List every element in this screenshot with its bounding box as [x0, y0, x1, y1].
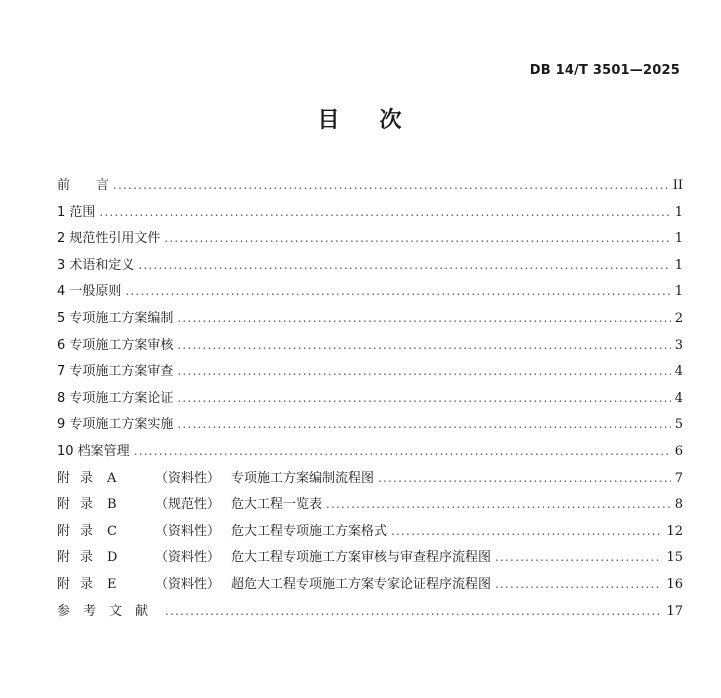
toc-entry-page: 8	[674, 497, 683, 513]
toc-entry-label: 6 专项施工方案审核	[57, 337, 174, 353]
dot-leader	[495, 577, 662, 591]
toc-entry-appendix-e[interactable]	[57, 573, 683, 600]
toc-entry-plan-demonstration[interactable]	[57, 387, 683, 414]
toc-entry-scope[interactable]	[57, 201, 683, 228]
appendix-letter: C	[107, 523, 117, 539]
toc-entry-label: 1 范围	[57, 204, 96, 220]
dot-leader	[177, 338, 670, 352]
toc-entry-page: 1	[674, 257, 683, 273]
toc-entry-page: 15	[666, 550, 683, 566]
dot-leader	[391, 524, 662, 538]
dot-leader	[177, 311, 670, 325]
toc-entry-plan-preparation[interactable]	[57, 307, 683, 334]
dot-leader	[378, 471, 671, 485]
toc-entry-label: 前 言	[57, 178, 110, 193]
dot-leader	[177, 391, 670, 405]
dot-leader	[164, 231, 670, 245]
toc-entry-general-principles[interactable]	[57, 280, 683, 307]
toc-entry-appendix-a[interactable]	[57, 467, 683, 494]
dot-leader	[113, 178, 669, 192]
appendix-title: 超危大工程专项施工方案专家论证程序流程图	[231, 576, 492, 592]
toc-entry-page: 5	[674, 417, 683, 433]
toc-entry-label	[57, 573, 491, 592]
toc-entry-label: 参考文献	[57, 603, 162, 619]
appendix-kind: （资料性）	[155, 470, 221, 486]
appendix-title: 专项施工方案编制流程图	[231, 470, 375, 486]
page-title	[0, 103, 721, 134]
toc-entry-page: 12	[666, 523, 683, 539]
toc-entry-label	[57, 546, 491, 565]
toc-entry-page: 4	[674, 390, 683, 406]
appendix-prefix: 附录	[57, 470, 104, 486]
appendix-kind: （资料性）	[155, 523, 221, 539]
appendix-kind: （规范性）	[155, 497, 221, 513]
dot-leader	[134, 444, 671, 458]
dot-leader	[99, 205, 670, 219]
title-char-1: 目	[317, 108, 342, 133]
appendix-prefix: 附录	[57, 550, 104, 566]
document-code: DB 14/T 3501—2025	[529, 63, 680, 78]
appendix-prefix: 附录	[57, 497, 104, 513]
toc-entry-label: 2 规范性引用文件	[57, 231, 161, 247]
table-of-contents	[57, 174, 683, 626]
toc-entry-plan-audit[interactable]	[57, 334, 683, 361]
toc-entry-appendix-c[interactable]	[57, 520, 683, 547]
appendix-kind: （资料性）	[155, 550, 221, 566]
toc-entry-label	[57, 520, 387, 539]
toc-entry-references[interactable]	[57, 600, 683, 627]
appendix-letter: A	[107, 470, 117, 486]
appendix-prefix: 附录	[57, 523, 104, 539]
dot-leader	[177, 417, 670, 431]
dot-leader	[326, 497, 671, 511]
toc-entry-page: 6	[674, 443, 683, 459]
toc-entry-label: 5 专项施工方案编制	[57, 310, 174, 326]
toc-entry-appendix-d[interactable]	[57, 546, 683, 573]
dot-leader	[125, 284, 670, 298]
dot-leader	[138, 258, 670, 272]
appendix-letter: D	[107, 550, 118, 566]
toc-entry-plan-implementation[interactable]	[57, 413, 683, 440]
toc-entry-normative-references[interactable]	[57, 227, 683, 254]
toc-entry-label: 4 一般原则	[57, 284, 122, 300]
appendix-title: 危大工程一览表	[231, 497, 323, 513]
toc-entry-page: II	[672, 178, 683, 193]
dot-leader	[165, 604, 662, 618]
toc-entry-archive-management[interactable]	[57, 440, 683, 467]
title-char-2: 次	[379, 108, 404, 133]
toc-entry-page: 3	[674, 337, 683, 353]
toc-entry-appendix-b[interactable]	[57, 493, 683, 520]
appendix-letter: B	[107, 497, 117, 513]
toc-entry-label: 10 档案管理	[57, 443, 130, 459]
toc-entry-page: 1	[674, 204, 683, 220]
appendix-letter: E	[107, 576, 117, 592]
dot-leader	[495, 550, 662, 564]
toc-entry-page: 7	[674, 470, 683, 486]
toc-entry-page: 16	[666, 576, 683, 592]
toc-entry-page: 1	[674, 284, 683, 300]
toc-entry-plan-review[interactable]	[57, 360, 683, 387]
toc-entry-label	[57, 467, 374, 486]
toc-entry-label	[57, 493, 322, 512]
toc-entry-label: 7 专项施工方案审查	[57, 364, 174, 380]
toc-entry-label: 9 专项施工方案实施	[57, 417, 174, 433]
dot-leader	[177, 364, 670, 378]
toc-entry-foreword[interactable]	[57, 174, 683, 201]
appendix-kind: （资料性）	[155, 576, 221, 592]
toc-entry-terms[interactable]	[57, 254, 683, 281]
appendix-title: 危大工程专项施工方案格式	[231, 523, 388, 539]
toc-entry-page: 1	[674, 231, 683, 247]
toc-entry-page: 2	[674, 310, 683, 326]
toc-entry-label: 3 术语和定义	[57, 257, 135, 273]
appendix-prefix: 附录	[57, 576, 104, 592]
appendix-title: 危大工程专项施工方案审核与审查程序流程图	[231, 550, 492, 566]
toc-entry-page: 17	[666, 603, 683, 619]
toc-entry-label: 8 专项施工方案论证	[57, 390, 174, 406]
toc-entry-page: 4	[674, 364, 683, 380]
